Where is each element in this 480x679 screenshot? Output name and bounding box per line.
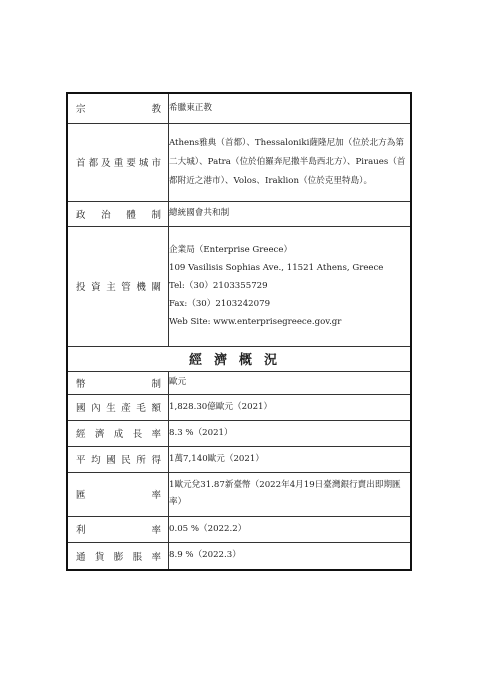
gdp-value: 1,828.30億歐元（2021） xyxy=(169,394,412,420)
currency-value: 歐元 xyxy=(169,371,412,394)
label-char: 膨 xyxy=(113,551,124,563)
label-text xyxy=(68,155,168,169)
label-char: 平 xyxy=(76,455,86,466)
label-char: 治 xyxy=(101,209,111,221)
label-char: 脹 xyxy=(132,551,143,563)
label-char: 宗 xyxy=(76,104,86,116)
table-row xyxy=(67,371,411,394)
label-char: 重 xyxy=(113,158,124,169)
inflation-label xyxy=(67,542,169,570)
interest-value: 0.05 %（2022.2） xyxy=(169,516,412,542)
income-label xyxy=(67,446,169,472)
table-row xyxy=(67,472,411,516)
label-char: 首 xyxy=(76,158,86,169)
label-char: 城 xyxy=(138,158,149,169)
interest-label xyxy=(67,516,169,542)
label-char: 主 xyxy=(106,282,116,293)
label-char: 率 xyxy=(151,429,161,440)
label-char: 制 xyxy=(151,378,161,390)
label-char: 均 xyxy=(91,455,101,466)
label-text xyxy=(68,452,168,466)
label-char: 毛 xyxy=(136,403,146,414)
table-row xyxy=(67,226,411,346)
table-row xyxy=(67,420,411,446)
growth-label xyxy=(67,420,169,446)
cities-value: Athens雅典（首都）、Thessaloniki薩隆尼加（位於北方為第二大城）、Patra（位於伯羅奔尼撒半島西北方）、Piraues（首都附近之港市）、Volos、Iraklion（位於克里特島）。 xyxy=(169,123,412,201)
growth-value: 8.3 %（2021） xyxy=(169,420,412,446)
label-char: 率 xyxy=(151,525,161,536)
label-text xyxy=(68,400,168,414)
label-char: 額 xyxy=(151,403,161,414)
table-row xyxy=(67,346,411,371)
table-row xyxy=(67,516,411,542)
label-char: 幣 xyxy=(76,378,86,390)
label-char: 管 xyxy=(121,282,131,293)
label-char: 體 xyxy=(126,209,136,221)
label-char: 及 xyxy=(101,158,111,169)
inflation-value: 8.9 %（2022.3） xyxy=(169,542,412,570)
label-char: 濟 xyxy=(94,429,105,440)
table-row xyxy=(67,446,411,472)
agency-tel: Tel:（30）2103355729 xyxy=(169,281,268,291)
label-char: 經 xyxy=(76,429,86,440)
investment-value xyxy=(169,226,412,346)
table-row xyxy=(67,394,411,420)
label-char: 內 xyxy=(91,403,101,414)
agency-fax: Fax:（30）2103242079 xyxy=(169,299,271,309)
label-text xyxy=(68,279,168,293)
country-profile-table xyxy=(66,92,412,571)
label-char: 要 xyxy=(126,158,136,169)
religion-value: 希臘東正教 xyxy=(169,93,412,123)
label-text xyxy=(68,426,168,440)
label-char: 投 xyxy=(76,282,86,293)
label-char: 教 xyxy=(151,104,161,116)
label-text xyxy=(68,487,168,501)
gdp-label xyxy=(67,394,169,420)
table-row xyxy=(67,93,411,123)
label-text xyxy=(68,376,168,390)
label-char: 生 xyxy=(106,403,116,414)
label-char: 率 xyxy=(151,490,161,501)
label-char: 民 xyxy=(121,455,131,466)
table-row xyxy=(67,542,411,570)
label-char: 利 xyxy=(76,525,86,536)
label-char: 貨 xyxy=(94,551,105,563)
politics-label xyxy=(67,201,169,226)
label-text xyxy=(68,207,168,221)
agency-name: 企業局（Enterprise Greece） xyxy=(169,245,293,255)
label-char: 所 xyxy=(136,455,146,466)
label-char: 長 xyxy=(132,429,143,440)
exchange-value: 1歐元兌31.87新臺幣（2022年4月19日臺灣銀行賣出即期匯率） xyxy=(169,472,412,516)
section-title: 經濟概況 xyxy=(67,346,411,371)
label-char: 匯 xyxy=(76,490,86,501)
label-char: 得 xyxy=(151,455,161,466)
label-char: 產 xyxy=(121,403,131,414)
cities-label xyxy=(67,123,169,201)
label-char: 率 xyxy=(151,551,161,563)
label-text xyxy=(68,549,168,563)
table-row xyxy=(67,201,411,226)
label-char: 政 xyxy=(76,209,86,221)
religion-label xyxy=(67,93,169,123)
income-value: 1萬7,140歐元（2021） xyxy=(169,446,412,472)
table-row xyxy=(67,123,411,201)
label-char: 制 xyxy=(151,209,161,221)
agency-address: 109 Vasilisis Sophias Ave., 11521 Athens, Greece xyxy=(169,263,384,273)
currency-label xyxy=(67,371,169,394)
investment-label xyxy=(67,226,169,346)
label-char: 國 xyxy=(106,455,116,466)
label-char: 通 xyxy=(76,551,86,563)
label-text xyxy=(68,101,168,115)
label-char: 市 xyxy=(151,158,161,169)
politics-value: 總統國會共和制 xyxy=(169,201,412,226)
label-text xyxy=(68,522,168,536)
label-char: 國 xyxy=(76,403,86,414)
agency-website: Web Site: www.enterprisegreece.gov.gr xyxy=(169,317,342,327)
label-char: 資 xyxy=(91,282,101,293)
label-char: 都 xyxy=(88,158,99,169)
label-char: 機 xyxy=(136,282,146,293)
exchange-label xyxy=(67,472,169,516)
label-char: 關 xyxy=(151,282,161,293)
label-char: 成 xyxy=(113,429,124,440)
